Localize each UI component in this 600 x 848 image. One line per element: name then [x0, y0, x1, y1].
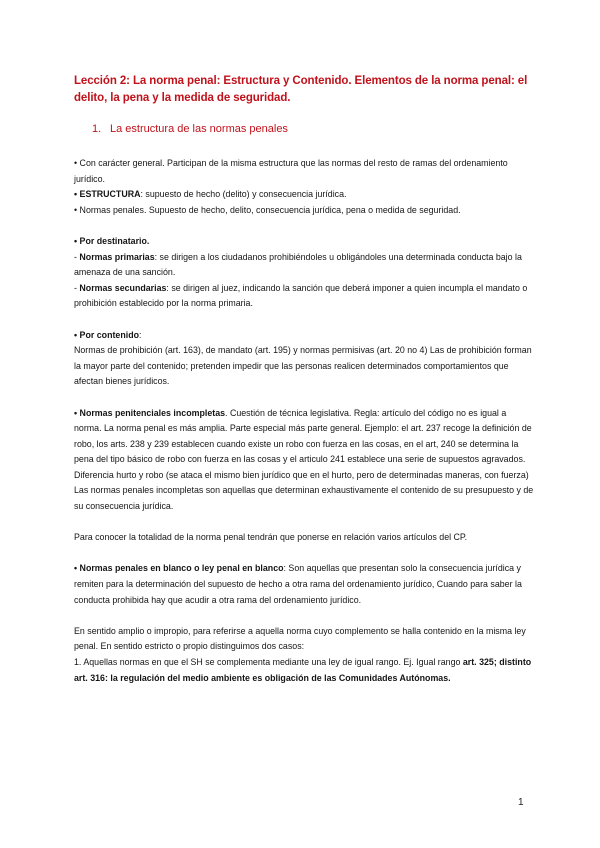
- lesson-title: Lección 2: La norma penal: Estructura y Contenido. Elementos de la norma penal: el delito, la pena y la medida de seguridad.: [74, 75, 528, 104]
- term-normas-primarias: Normas primarias: [79, 251, 155, 262]
- term-normas-incompletas: • Normas penitenciales incompletas: [74, 407, 226, 418]
- paragraph-en-blanco-text: : Son aquellas que presentan solo la consecuencia jurídica y remiten para la determinación del supuesto de hecho a otra rama del ordenamiento jurídico, Cuando para saber la conducta prohibida hay que acudir a otra rama del ordenamiento jurídico.: [74, 563, 522, 605]
- paragraph-contenido: Normas de prohibición (art. 163), de mandato (art. 195) y normas permisivas (art. 20 no 4) Las de prohibición forman la mayor parte del contenido; pretenden impedir que las personas realicen determinados comportamientos que afectan bienes jurídicos.: [74, 345, 532, 387]
- term-estructura: • ESTRUCTURA: [74, 189, 141, 200]
- colon: :: [139, 329, 142, 340]
- heading-por-contenido: [74, 328, 536, 344]
- paragraph-incompletas-text: . Cuestión de técnica legislativa. Regla: artículo del código no es igual a norma. La norma penal es más amplia. Parte especial más parte general. Ejemplo: el art. 237 recoge la definición de robo, los arts. 238 y 239 establecen cuando existe un robo con fuerza en las cosas, en el art, 240 se determina la pena del tipo básico de robo con fuerza en las cosas y el articulo 241 establece una serie de supuestos agravados. Diferencia hurto y robo (se ataca el mismo bien jurídico que en el hurto, pero de determinadas maneras, con fuerza): [74, 407, 532, 480]
- paragraph-sentido-amplio: En sentido amplio o impropio, para referirse a aquella norma cuyo complemento se halla contenido en la misma ley penal. En sentido estricto o propio distinguimos dos casos:: [74, 625, 526, 652]
- paragraph-caso-1: [74, 655, 536, 686]
- term-por-contenido: • Por contenido: [74, 329, 140, 340]
- paragraph-general: • Con carácter general. Participan de la misma estructura que las normas del resto de ramas del ordenamiento jurídico.: [74, 158, 508, 184]
- section-title: La estructura de las normas penales: [110, 123, 288, 135]
- dash-prefix: -: [74, 251, 80, 262]
- term-normas-en-blanco: • Normas penales en blanco o ley penal en blanco: [74, 563, 284, 574]
- term-normas-secundarias: Normas secundarias: [79, 282, 167, 293]
- paragraph-normas-secundarias: [74, 281, 536, 312]
- paragraph-estructura: [74, 187, 536, 203]
- paragraph-normas-primarias-text: : se dirigen a los ciudadanos prohibiéndoles u obligándoles una determinada conducta bajo la amenaza de una sanción.: [74, 251, 522, 278]
- page-number: 1: [518, 797, 524, 808]
- paragraph-en-blanco: [74, 561, 536, 608]
- paragraph-incompletas: [74, 406, 536, 484]
- document-body: [74, 156, 536, 686]
- paragraph-incompletas-definicion: Las normas penales incompletas son aquellas que determinan exhaustivamente el contenido de su presupuesto y de su consecuencia jurídica.: [74, 485, 534, 512]
- paragraph-normas-primarias: [74, 250, 536, 281]
- paragraph-normas-penales: • Normas penales. Supuesto de hecho, delito, consecuencia jurídica, pena o medida de seguridad.: [74, 204, 461, 215]
- paragraph-totalidad: Para conocer la totalidad de la norma penal tendrán que ponerse en relación varios artículos del CP.: [74, 532, 468, 543]
- term-art-325: art. 325; distinto art. 316: la regulación del medio ambiente es obligación de las Comunidades Autónomas.: [74, 657, 532, 683]
- section-heading: [92, 121, 492, 137]
- dash-prefix: -: [74, 282, 80, 293]
- paragraph-normas-secundarias-text: : se dirigen al juez, indicando la sanción que deberá imponer a quien incumpla el mandato o prohibición establecido por la norma primaria.: [74, 282, 528, 309]
- paragraph-caso-1-text: 1. Aquellas normas en que el SH se complementa mediante una ley de igual rango. Ej. Igual rango: [74, 657, 463, 667]
- heading-por-destinatario: • Por destinatario.: [74, 235, 150, 246]
- paragraph-estructura-text: : supuesto de hecho (delito) y consecuencia jurídica.: [140, 189, 347, 200]
- section-number: 1.: [92, 123, 102, 135]
